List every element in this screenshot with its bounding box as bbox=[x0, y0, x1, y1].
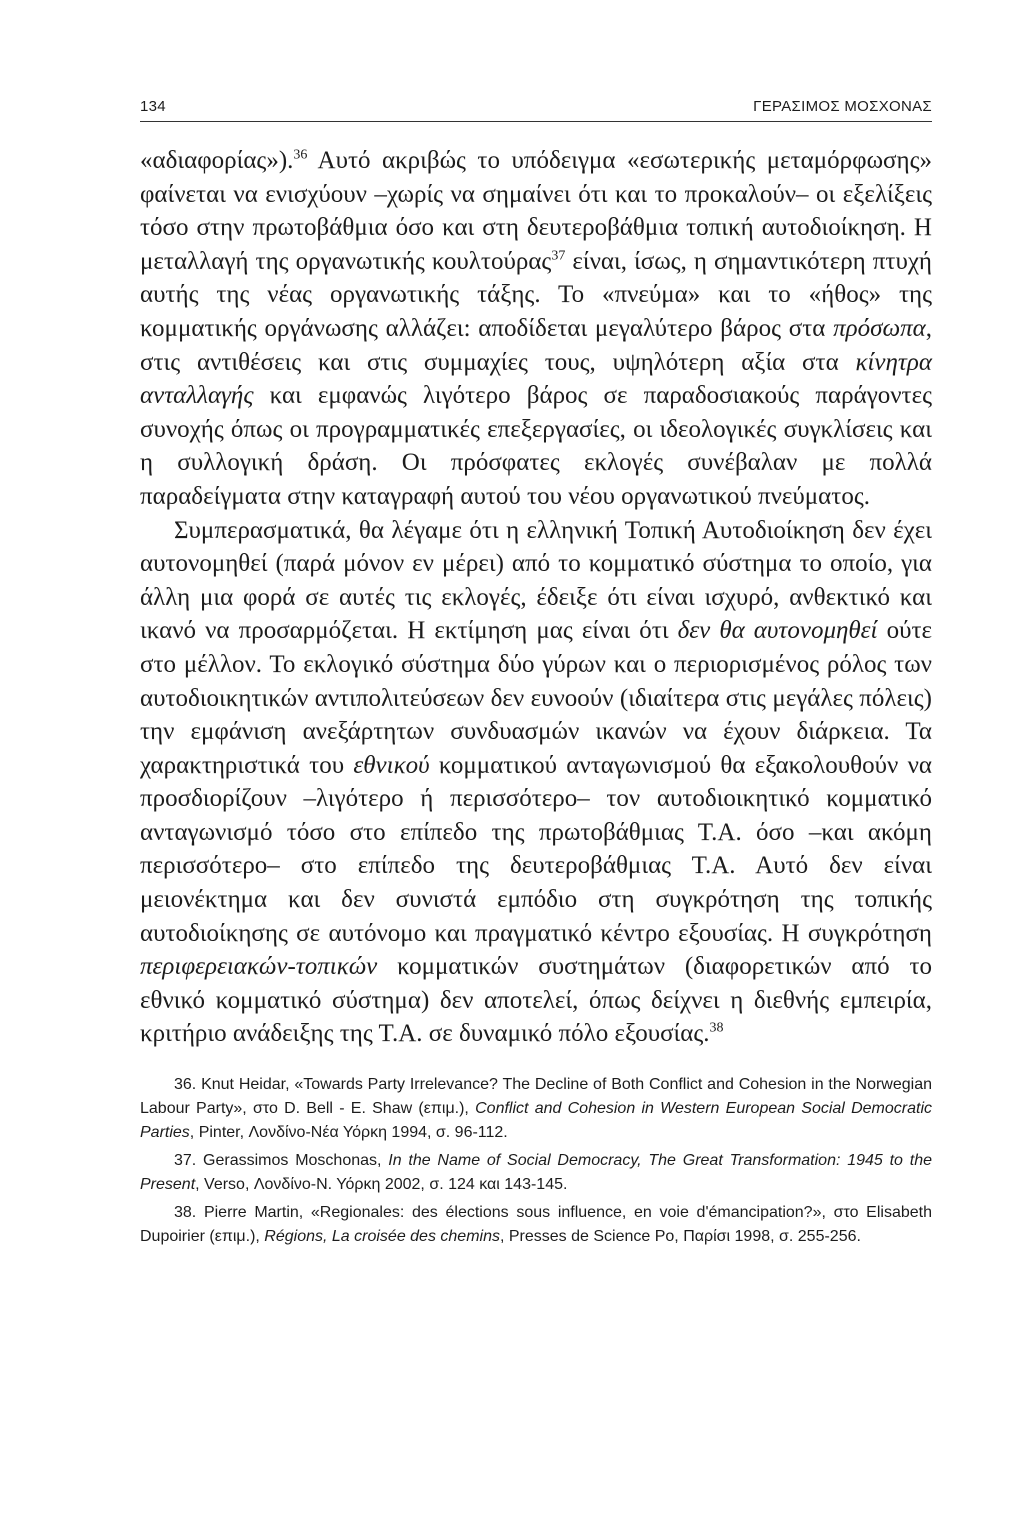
footnote-title: Conflict and Cohesion in Western European Social Democratic Parties bbox=[140, 1100, 932, 1142]
emphasis-text: κίνητρα ανταλλαγής bbox=[140, 348, 932, 410]
footnote-ref-36[interactable]: 36 bbox=[293, 147, 308, 163]
text-run: Αυτό ακριβώς το υπόδειγμα «εσωτερικής μεταμόρφωσης» φαίνεται να ενισχύουν –χωρίς να σημαίνει ότι και το προκαλούν– οι εξελίξεις τόσο στην πρωτοβάθμια όσο και στη δευτεροβάθμια τοπική αυτοδιοίκηση. Η μεταλλαγή της οργανωτικής κουλτούρας bbox=[140, 147, 932, 275]
emphasis-text: πρόσωπα bbox=[833, 314, 926, 342]
text-run: και εμφανώς λιγότερο βάρος σε παραδοσιακούς παράγοντες συνοχής όπως οι προγραμματικές επεξεργασίες, οι ιδεολογικές συγκλίσεις και η συλλογική δράση. Οι πρόσφατες εκλογές συνέβαλαν με πολλά παραδείγματα στην καταγραφή αυτού του νέου οργανωτικού πνεύματος. bbox=[140, 382, 932, 510]
text-run: κομματικού ανταγωνισμού θα εξακολουθούν να προσδιορίζουν –λιγότερο ή περισσότερο– τον αυτοδιοικητικό κομματικό ανταγωνισμό τόσο στο επίπεδο της πρωτοβάθμιας Τ.Α. όσο –και ακόμη περισσότερο– στο επίπεδο της δευτεροβάθμιας Τ.Α. Αυτό δεν είναι μειονέκτημα και δεν συνιστά εμπόδιο στη συγκρότηση της τοπικής αυτοδιοίκησης σε αυτόνομο και πραγματικό κέντρο εξουσίας. Η συγκρότηση bbox=[140, 751, 933, 947]
text-run: ούτε στο μέλλον. Το εκλογικό σύστημα δύο γύρων και ο περιορισμένος ρόλος των αυτοδιοικητικών αντιπολιτεύσεων δεν ευνοούν (ιδιαίτερα στις μεγάλες πόλεις) την εμφάνιση ανεξάρτητων συνδυασμών ικανών να έχουν διάρκεια. Τα χαρακτηριστικά του bbox=[140, 617, 932, 779]
running-head bbox=[140, 98, 932, 122]
page-number: 134 bbox=[140, 98, 166, 115]
emphasis-text: δεν θα αυτονομηθεί bbox=[677, 617, 878, 645]
running-head-author: ΓΕΡΑΣΙΜΟΣ ΜΟΣΧΟΝΑΣ bbox=[753, 98, 932, 115]
paragraph-1 bbox=[140, 144, 932, 514]
footnote-36 bbox=[140, 1073, 932, 1145]
footnote-text: , Verso, Λονδίνο-Ν. Υόρκη 2002, σ. 124 και 143-145. bbox=[195, 1176, 568, 1194]
footnote-title: Régions, La croisée des chemins bbox=[264, 1228, 500, 1246]
footnote-ref-38[interactable]: 38 bbox=[709, 1021, 724, 1037]
text-run: κομματικών συστημάτων (διαφορετικών από το εθνικό κομματικό σύστημα) δεν αποτελεί, όπως δείχνει η διεθνής εμπειρία, κριτήριο ανάδειξης της Τ.Α. σε δυναμικό πόλο εξουσίας. bbox=[140, 953, 932, 1048]
book-page bbox=[140, 98, 932, 1253]
text-run: «αδιαφορίας»). bbox=[140, 147, 294, 174]
text-run: Συμπερασματικά, θα λέγαμε ότι η ελληνική Τοπική Αυτοδιοίκηση δεν έχει αυτονομηθεί (παρά μόνον εν μέρει) από το κομματικό σύστημα το οποίο, για άλλη μια φορά σε αυτές τις εκλογές, έδειξε ότι είναι ισχυρό, ανθεκτικό και ικανό να προσαρμόζεται. Η εκτίμηση μας είναι ότι bbox=[140, 516, 932, 645]
footnote-ref-37[interactable]: 37 bbox=[551, 248, 566, 264]
footnote-title: In the Name of Social Democracy, The Great Transformation: 1945 to the Present bbox=[140, 1152, 932, 1194]
main-text bbox=[140, 144, 932, 1051]
footnotes bbox=[140, 1073, 932, 1249]
paragraph-2 bbox=[140, 514, 932, 1052]
footnote-text: , Presses de Science Po, Παρίσι 1998, σ. 255-256. bbox=[499, 1228, 861, 1246]
footnote-37 bbox=[140, 1149, 932, 1197]
emphasis-text: περιφερειακών-τοπικών bbox=[140, 953, 378, 981]
text-run: , στις αντιθέσεις και στις συμμαχίες τους, υψηλότερη αξία στα bbox=[140, 314, 932, 376]
emphasis-text: εθνικού bbox=[353, 751, 430, 779]
footnote-text: 38. Pierre Martin, «Regionales: des élections sous influence, en voie d'émancipation?», στο Elisabeth Dupoirier (επιμ.), bbox=[140, 1204, 932, 1246]
footnote-text: 37. Gerassimos Moschonas, bbox=[174, 1152, 389, 1170]
footnote-text: 36. Knut Heidar, «Towards Party Irrelevance? The Decline of Both Conflict and Cohesion in the Norwegian Labour Party», στο D. Bell - E. Shaw (επιμ.), bbox=[140, 1076, 932, 1118]
text-run: είναι, ίσως, η σημαντικότερη πτυχή αυτής της νέας οργανωτικής τάξης. Το «πνεύμα» και το «ήθος» της κομματικής οργάνωσης αλλάζει: αποδίδεται μεγαλύτερο βάρος στα bbox=[140, 247, 932, 342]
footnote-38 bbox=[140, 1201, 932, 1249]
footnote-text: , Pinter, Λονδίνο-Νέα Υόρκη 1994, σ. 96-112. bbox=[189, 1124, 508, 1142]
